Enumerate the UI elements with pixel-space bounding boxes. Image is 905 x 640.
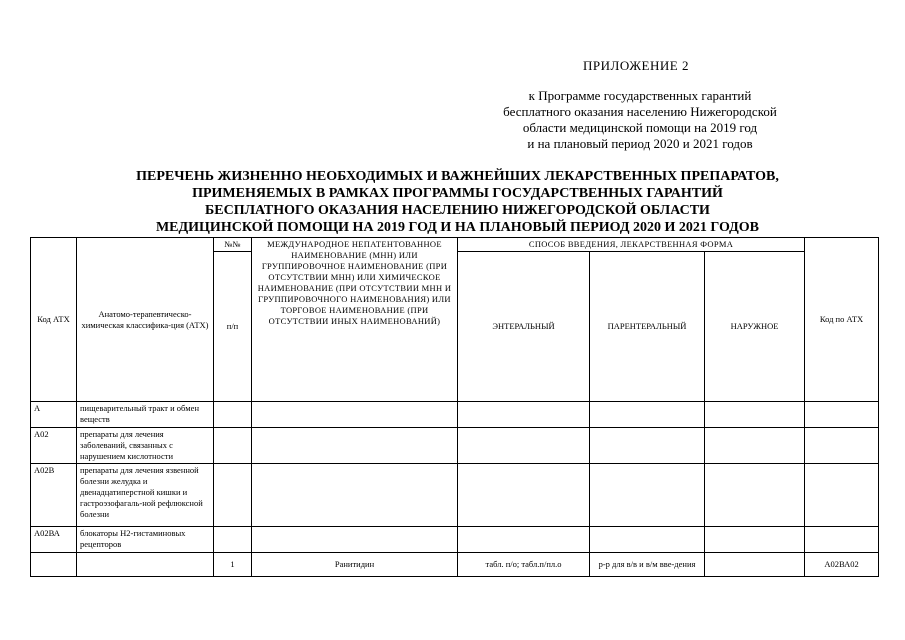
table-row — [31, 464, 879, 527]
cell-code-by-atx — [805, 464, 879, 527]
header-code-atx: Код АТХ — [31, 238, 77, 402]
appendix-line: и на плановый период 2020 и 2021 годов — [527, 136, 753, 151]
cell-external — [705, 464, 805, 527]
cell-code-by-atx: А02ВА02 — [805, 553, 879, 577]
header-classification: Анатомо-терапевтическо-химическая классифика-ция (АТХ) — [77, 238, 214, 402]
header-method-group: СПОСОБ ВВЕДЕНИЯ, ЛЕКАРСТВЕННАЯ ФОРМА — [458, 238, 805, 252]
cell-external — [705, 428, 805, 464]
cell-enteral — [458, 527, 590, 553]
cell-name — [252, 402, 458, 428]
cell-num — [214, 428, 252, 464]
cell-name: Ранитидин — [252, 553, 458, 577]
title-line: БЕСПЛАТНОГО ОКАЗАНИЯ НАСЕЛЕНИЮ НИЖЕГОРОДСКОЙ ОБЛАСТИ — [205, 203, 710, 218]
cell-external — [705, 527, 805, 553]
cell-num: 1 — [214, 553, 252, 577]
cell-name — [252, 464, 458, 527]
cell-parenteral — [590, 464, 705, 527]
cell-classification — [77, 553, 214, 577]
table-row — [31, 402, 879, 428]
appendix-line: области медицинской помощи на 2019 год — [522, 120, 758, 135]
appendix-line: к Программе государственных гарантий — [528, 88, 752, 103]
cell-name — [252, 428, 458, 464]
appendix-title: ПРИЛОЖЕНИЕ 2 — [583, 58, 689, 73]
document-title — [60, 168, 855, 236]
cell-name — [252, 527, 458, 553]
appendix-line: бесплатного оказания населению Нижегородской — [503, 104, 777, 119]
appendix-text — [470, 88, 810, 152]
header-parenteral: ПАРЕНТЕРАЛЬНЫЙ — [590, 252, 705, 402]
header-num-bottom: п/п — [214, 252, 252, 402]
cell-enteral — [458, 428, 590, 464]
cell-enteral: табл. п/о; табл.п/пл.о — [458, 553, 590, 577]
cell-parenteral — [590, 527, 705, 553]
table-row — [31, 428, 879, 464]
header-code-by-atx: Код по АТХ — [805, 238, 879, 402]
cell-parenteral: р-р для в/в и в/м вве-дения — [590, 553, 705, 577]
cell-classification: препараты для лечения язвенной болезни желудка и двенадцатиперстной кишки и гастроэзофагаль-ной рефлюксной болезни — [77, 464, 214, 527]
cell-external — [705, 553, 805, 577]
drug-list-table — [30, 237, 879, 577]
cell-code: А02В — [31, 464, 77, 527]
cell-code: А — [31, 402, 77, 428]
header-enteral: ЭНТЕРАЛЬНЫЙ — [458, 252, 590, 402]
title-line: ПРИМЕНЯЕМЫХ В РАМКАХ ПРОГРАММЫ ГОСУДАРСТВЕННЫХ ГАРАНТИЙ — [192, 186, 723, 201]
cell-external — [705, 402, 805, 428]
cell-parenteral — [590, 428, 705, 464]
header-external: НАРУЖНОЕ — [705, 252, 805, 402]
cell-code-by-atx — [805, 402, 879, 428]
cell-enteral — [458, 464, 590, 527]
cell-enteral — [458, 402, 590, 428]
cell-num — [214, 402, 252, 428]
cell-code-by-atx — [805, 527, 879, 553]
cell-num — [214, 464, 252, 527]
cell-code — [31, 553, 77, 577]
header-num-top: №№ — [214, 238, 252, 252]
cell-num — [214, 527, 252, 553]
table-row — [31, 553, 879, 577]
cell-classification: блокаторы Н2-гистаминовых рецепторов — [77, 527, 214, 553]
cell-parenteral — [590, 402, 705, 428]
cell-code-by-atx — [805, 428, 879, 464]
cell-code: А02 — [31, 428, 77, 464]
title-line: МЕДИЦИНСКОЙ ПОМОЩИ НА 2019 ГОД И НА ПЛАНОВЫЙ ПЕРИОД 2020 И 2021 ГОДОВ — [155, 220, 760, 235]
title-line: ПЕРЕЧЕНЬ ЖИЗНЕННО НЕОБХОДИМЫХ И ВАЖНЕЙШИХ ЛЕКАРСТВЕННЫХ ПРЕПАРАТОВ, — [136, 169, 779, 184]
cell-classification: пищеварительный тракт и обмен веществ — [77, 402, 214, 428]
table-row — [31, 527, 879, 553]
header-name: МЕЖДУНАРОДНОЕ НЕПАТЕНТОВАННОЕ НАИМЕНОВАНИЕ (МНН) ИЛИ ГРУППИРОВОЧНОЕ НАИМЕНОВАНИЕ (ПРИ ОТСУТСТВИИ МНН) ИЛИ ХИМИЧЕСКОЕ НАИМЕНОВАНИЕ (ПРИ ОТСУТСТВИИ МНН И ГРУППИРОВОЧНОГО НАИМЕНОВАНИЯ) ИЛИ ТОРГОВОЕ НАИМЕНОВАНИЕ (ПРИ ОТСУТСТВИИ ИНЫХ НАИМЕНОВАНИЙ) — [252, 238, 458, 402]
cell-classification: препараты для лечения заболеваний, связанных с нарушением кислотности — [77, 428, 214, 464]
cell-code: А02ВА — [31, 527, 77, 553]
